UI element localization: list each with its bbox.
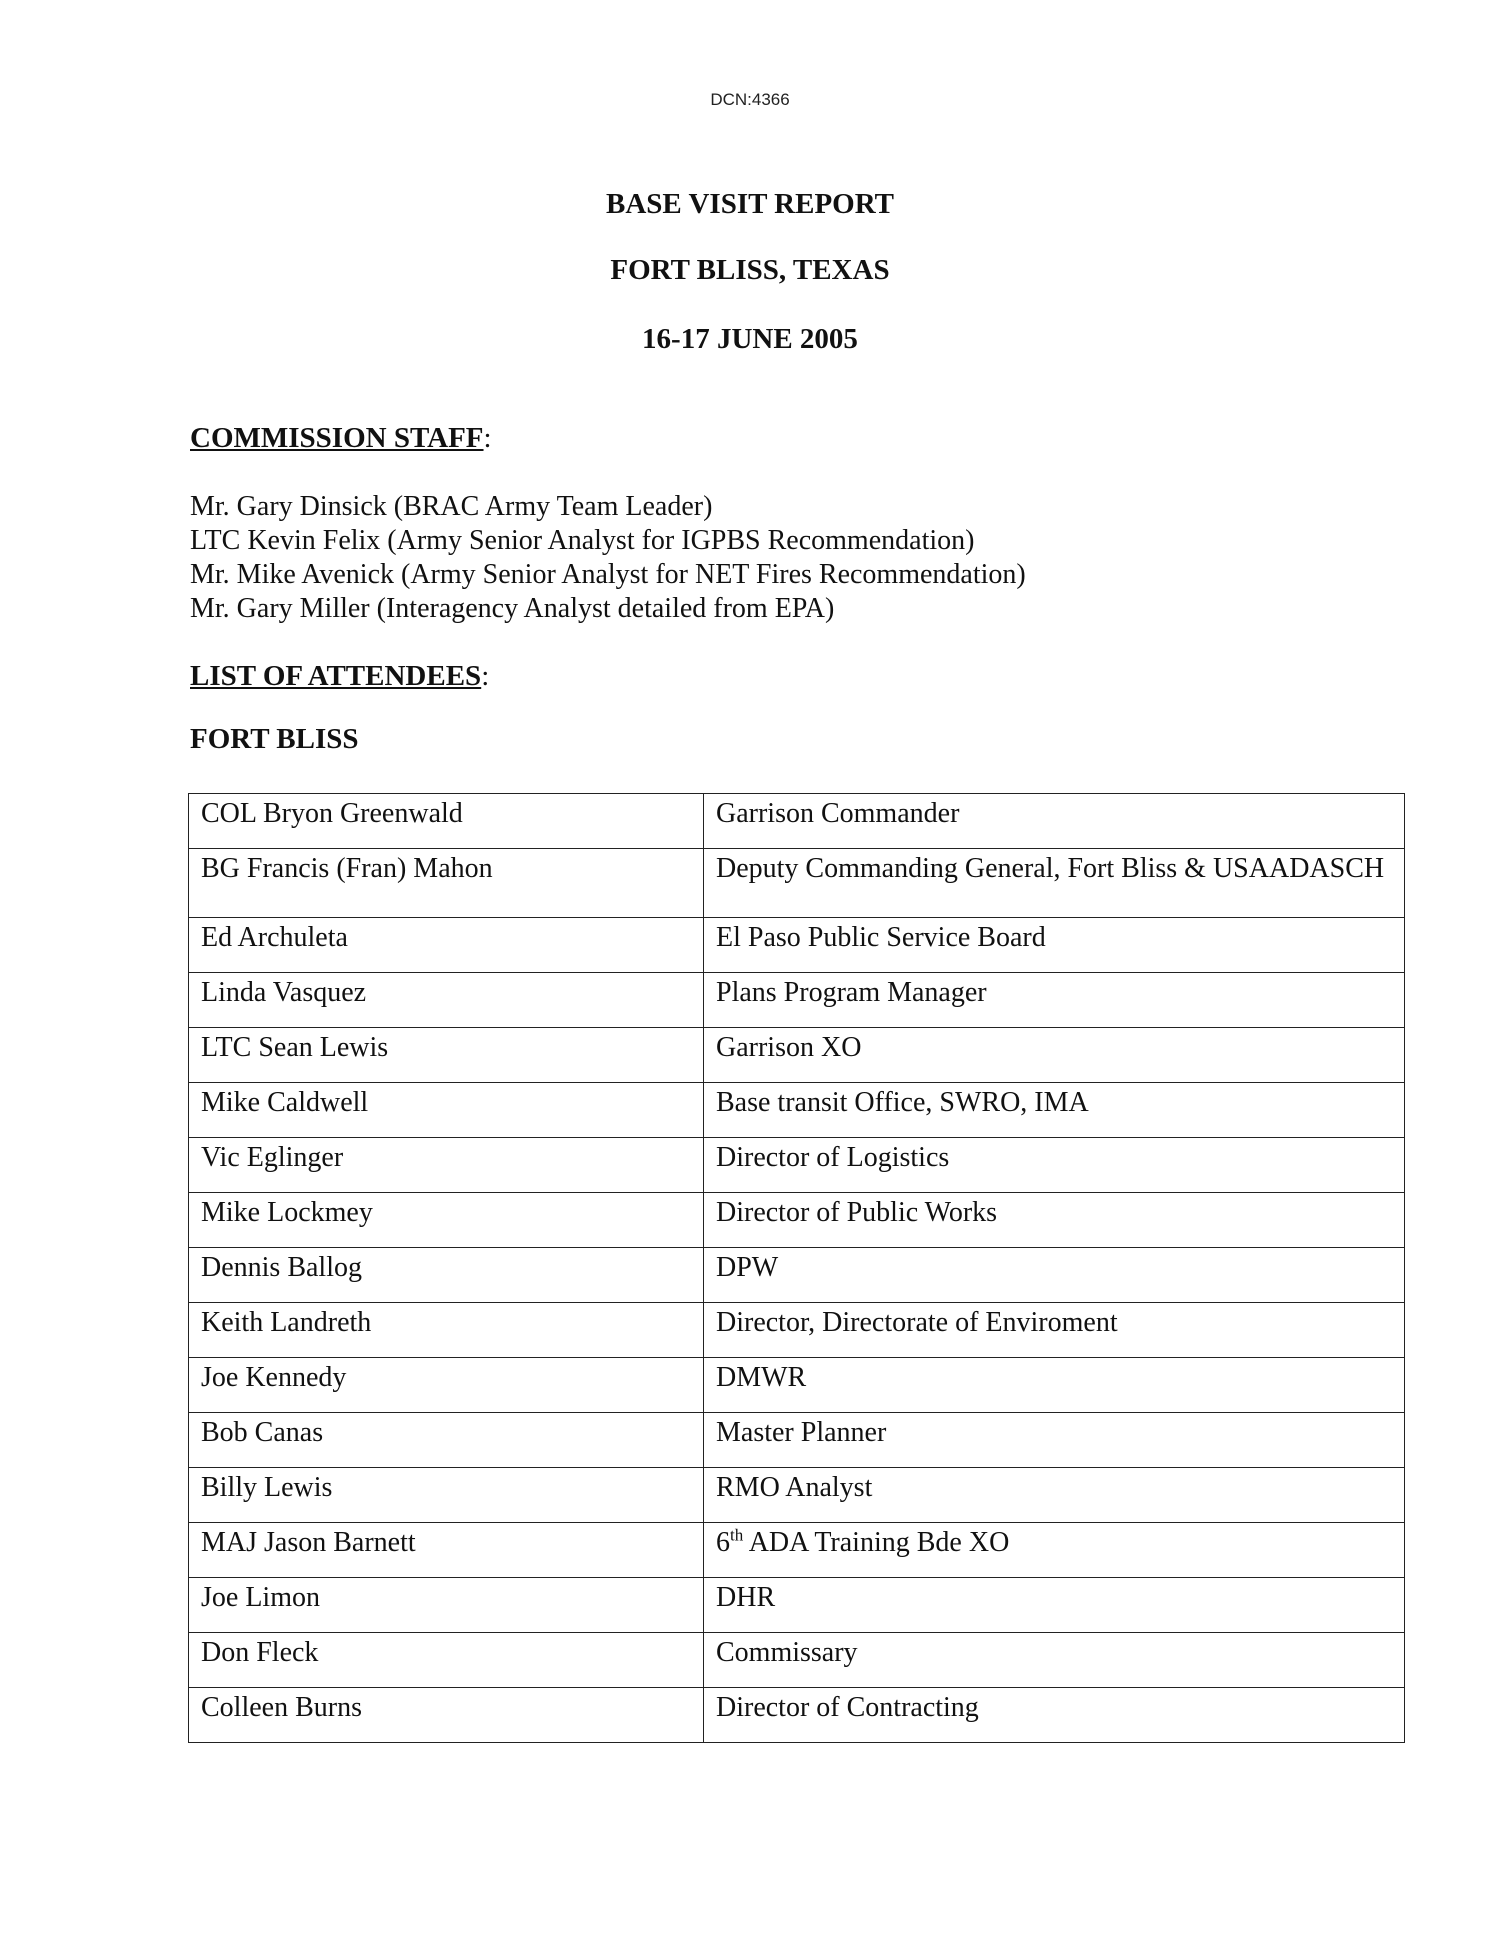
table-row (189, 1083, 1405, 1138)
attendee-name: Keith Landreth (189, 1303, 704, 1358)
report-title: BASE VISIT REPORT (605, 188, 895, 220)
attendee-name: Colleen Burns (189, 1688, 704, 1743)
table-row (189, 1578, 1405, 1633)
table-row (189, 1358, 1405, 1413)
table-row (189, 1413, 1405, 1468)
report-date: 16-17 JUNE 2005 (642, 323, 858, 355)
attendee-role: DPW (704, 1248, 1405, 1303)
attendees-subheading: FORT BLISS (190, 723, 359, 755)
table-row (189, 1303, 1405, 1358)
attendee-role: Master Planner (704, 1413, 1405, 1468)
attendee-name: Don Fleck (189, 1633, 704, 1688)
attendee-role: DHR (704, 1578, 1405, 1633)
ordinal-number: 6 (716, 1527, 730, 1558)
report-location: FORT BLISS, TEXAS (610, 254, 890, 286)
attendee-name: Vic Eglinger (189, 1138, 704, 1193)
attendee-name: Mike Lockmey (189, 1193, 704, 1248)
staff-member: Mr. Mike Avenick (Army Senior Analyst for NET Fires Recommendation) (190, 559, 1026, 590)
commission-staff-list (190, 490, 1026, 626)
attendee-name: LTC Sean Lewis (189, 1028, 704, 1083)
attendee-name: Joe Limon (189, 1578, 704, 1633)
table-row (189, 1028, 1405, 1083)
table-row (189, 1523, 1405, 1578)
attendee-name: Mike Caldwell (189, 1083, 704, 1138)
staff-member: Mr. Gary Dinsick (BRAC Army Team Leader) (190, 491, 713, 522)
table-row (189, 1633, 1405, 1688)
table-row (189, 1138, 1405, 1193)
commission-staff-heading: COMMISSION STAFF: (190, 422, 492, 454)
staff-member: LTC Kevin Felix (Army Senior Analyst for IGPBS Recommendation) (190, 525, 975, 556)
attendee-name: COL Bryon Greenwald (189, 794, 704, 849)
attendee-role: DMWR (704, 1358, 1405, 1413)
attendee-name: Linda Vasquez (189, 973, 704, 1028)
table-row (189, 1468, 1405, 1523)
table-row (189, 1688, 1405, 1743)
attendee-name: Billy Lewis (189, 1468, 704, 1523)
attendee-name: Joe Kennedy (189, 1358, 704, 1413)
attendee-name: MAJ Jason Barnett (189, 1523, 704, 1578)
attendee-role: Base transit Office, SWRO, IMA (704, 1083, 1405, 1138)
attendee-role: Plans Program Manager (704, 973, 1405, 1028)
attendee-role: Commissary (704, 1633, 1405, 1688)
attendee-role: Director of Public Works (704, 1193, 1405, 1248)
attendee-role: RMO Analyst (704, 1468, 1405, 1523)
table-row (189, 1248, 1405, 1303)
attendee-role: Director of Logistics (704, 1138, 1405, 1193)
attendee-role: El Paso Public Service Board (704, 918, 1405, 973)
attendee-role: Garrison Commander (704, 794, 1405, 849)
attendee-role: Deputy Commanding General, Fort Bliss & USAADASCH (704, 849, 1405, 918)
attendee-role-text: ADA Training Bde XO (748, 1527, 1010, 1558)
ordinal-suffix: th (730, 1525, 744, 1545)
attendees-heading: LIST OF ATTENDEES: (190, 660, 490, 692)
table-row (189, 918, 1405, 973)
staff-member: Mr. Gary Miller (Interagency Analyst detailed from EPA) (190, 593, 835, 624)
table-row (189, 973, 1405, 1028)
attendee-name: Ed Archuleta (189, 918, 704, 973)
attendee-role: Garrison XO (704, 1028, 1405, 1083)
attendee-name: BG Francis (Fran) Mahon (189, 849, 704, 918)
table-row (189, 1193, 1405, 1248)
attendee-role: Director of Contracting (704, 1688, 1405, 1743)
attendee-name: Bob Canas (189, 1413, 704, 1468)
table-row (189, 794, 1405, 849)
table-row (189, 849, 1405, 918)
document-control-number: DCN:4366 (710, 90, 790, 109)
attendees-table (188, 793, 1405, 1743)
attendee-role: Director, Directorate of Enviroment (704, 1303, 1405, 1358)
attendee-name: Dennis Ballog (189, 1248, 704, 1303)
attendee-role (704, 1523, 1405, 1578)
